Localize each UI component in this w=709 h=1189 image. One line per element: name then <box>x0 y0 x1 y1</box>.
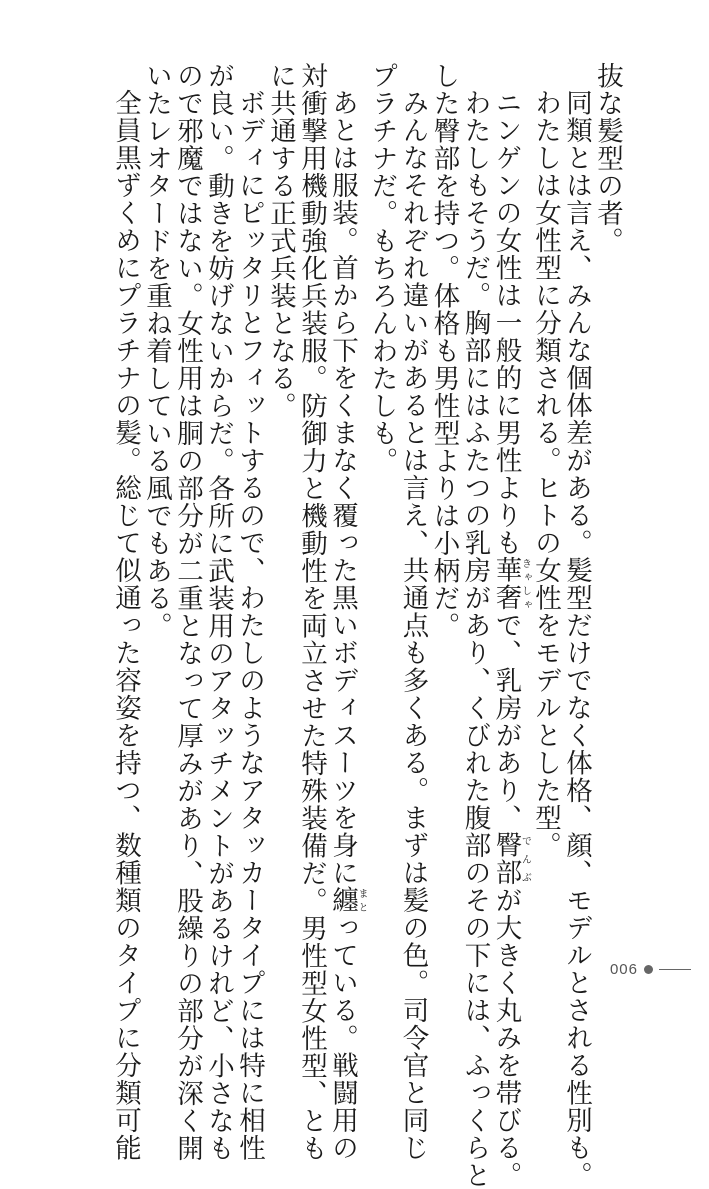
text-column-14 <box>172 62 203 1162</box>
ruby-base: 華奢 <box>490 556 522 611</box>
text-column-1 <box>592 62 623 962</box>
column-text: した臀部を持つ。体格も男性型よりは小柄だ。 <box>428 62 460 640</box>
text-column-7 <box>397 62 429 1161</box>
column-text: で、乳房があり、 <box>490 611 522 831</box>
column-text: っている。戦闘用の <box>327 913 358 1161</box>
column-text: あとは服装。首から下をくまなく覆った黒いボディスーツを身に <box>327 88 358 886</box>
column-text: に共通する正式兵装となる。 <box>265 62 296 420</box>
ruby-reading: まと <box>356 886 367 914</box>
text-column-8 <box>367 62 398 962</box>
column-text: が良い。動きを妨げないからだ。各所に武装用のアタッチメントがあるけれど、小さなも <box>203 62 234 1162</box>
vertical-text-body <box>110 62 623 1189</box>
column-text: わたしもそうだ。胸部にはふたつの乳房があり、くびれた腹部のその下には、ふっくらと <box>459 88 491 1189</box>
text-column-15 <box>141 62 172 962</box>
ruby-reading: きゃしゃ <box>519 556 531 611</box>
column-text: ので邪魔ではない。女性用は胴の部分が二重となって厚みがあり、股繰りの部分が深く開 <box>172 62 203 1162</box>
page-footer <box>610 961 691 978</box>
column-text: プラチナだ。もちろんわたしも。 <box>366 62 398 475</box>
footer-rule <box>659 969 691 970</box>
ruby-reading: でんぶ <box>519 831 531 886</box>
column-text: いたレオタードを重ね着している風でもある。 <box>141 62 172 640</box>
column-text: わたしは女性型に分類される。ヒトの女性をモデルとした型。 <box>530 88 561 859</box>
text-column-12 <box>234 62 265 1161</box>
text-column-3 <box>530 62 561 962</box>
column-text: ニンゲンの女性は一般的に男性よりも <box>490 88 522 556</box>
ruby-base: 纏 <box>327 886 358 914</box>
ruby-annotation <box>490 831 531 886</box>
column-text: 同類とは言え、みんな個体差がある。髪型だけでなく体格、顔、モデルとされる性別も。 <box>561 88 592 1189</box>
text-column-6 <box>429 62 460 962</box>
column-text: 対衝撃用機動強化兵装服。防御力と機動性を両立させた特殊装備だ。男性型女性型、とも <box>296 62 327 1162</box>
text-column-5 <box>459 62 491 1189</box>
text-column-16 <box>110 62 141 1161</box>
ruby-base: 臀部 <box>490 831 522 886</box>
column-text: みんなそれぞれ違いがあるとは言え、共通点も多くある。まずは髪の色。司令官と同じ <box>397 88 429 1161</box>
column-text: 全員黒ずくめにプラチナの髪。総じて似通った容姿を持つ、数種類のタイプに分類可能 <box>110 88 141 1161</box>
text-column-9 <box>327 62 367 1161</box>
column-text: が大きく丸みを帯びる。 <box>490 886 522 1189</box>
page-number: 006 <box>609 961 638 978</box>
column-text: 抜な髪型の者。 <box>592 62 623 255</box>
text-column-11 <box>265 62 296 962</box>
text-column-4 <box>490 62 531 1189</box>
ruby-annotation <box>490 556 531 611</box>
text-column-13 <box>203 62 234 1162</box>
ruby-annotation <box>327 886 367 914</box>
text-column-10 <box>296 62 327 1162</box>
bullet-dot-icon <box>644 965 653 974</box>
text-column-2 <box>561 62 592 1189</box>
column-text: ボディにピッタリとフィットするので、わたしのようなアタッカータイプには特に相性 <box>234 88 265 1161</box>
